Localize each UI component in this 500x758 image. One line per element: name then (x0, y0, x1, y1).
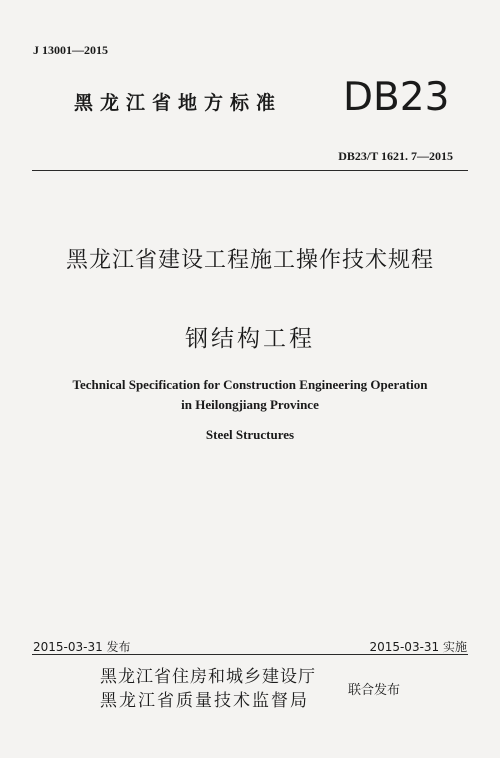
top-divider (32, 170, 468, 171)
standard-code: J 13001—2015 (33, 43, 108, 57)
issuer-housing-dept: 黑龙江省住房和城乡建设厅 (100, 667, 316, 687)
implement-date: 2015-03-31 实施 (369, 640, 467, 654)
joint-issue-label: 联合发布 (348, 683, 401, 698)
title-en-line2: in Heilongjiang Province (181, 397, 319, 412)
issuer-quality-bureau: 黑龙江省质量技术监督局 (100, 691, 309, 711)
subtitle-en: Steel Structures (205, 427, 295, 442)
title-en-line1: Technical Specification for Construction Engineering Operation (72, 377, 428, 392)
standard-level: 黑龙江省地方标准 (74, 92, 283, 114)
issue-date: 2015-03-31 发布 (33, 640, 131, 654)
bottom-divider (32, 654, 468, 655)
standard-number: DB23/T 1621. 7—2015 (338, 149, 453, 163)
subtitle-cn: 钢结构工程 (185, 326, 315, 352)
db23-logo: DB23 (343, 75, 450, 120)
title-cn: 黑龙江省建设工程施工操作技术规程 (65, 248, 434, 273)
